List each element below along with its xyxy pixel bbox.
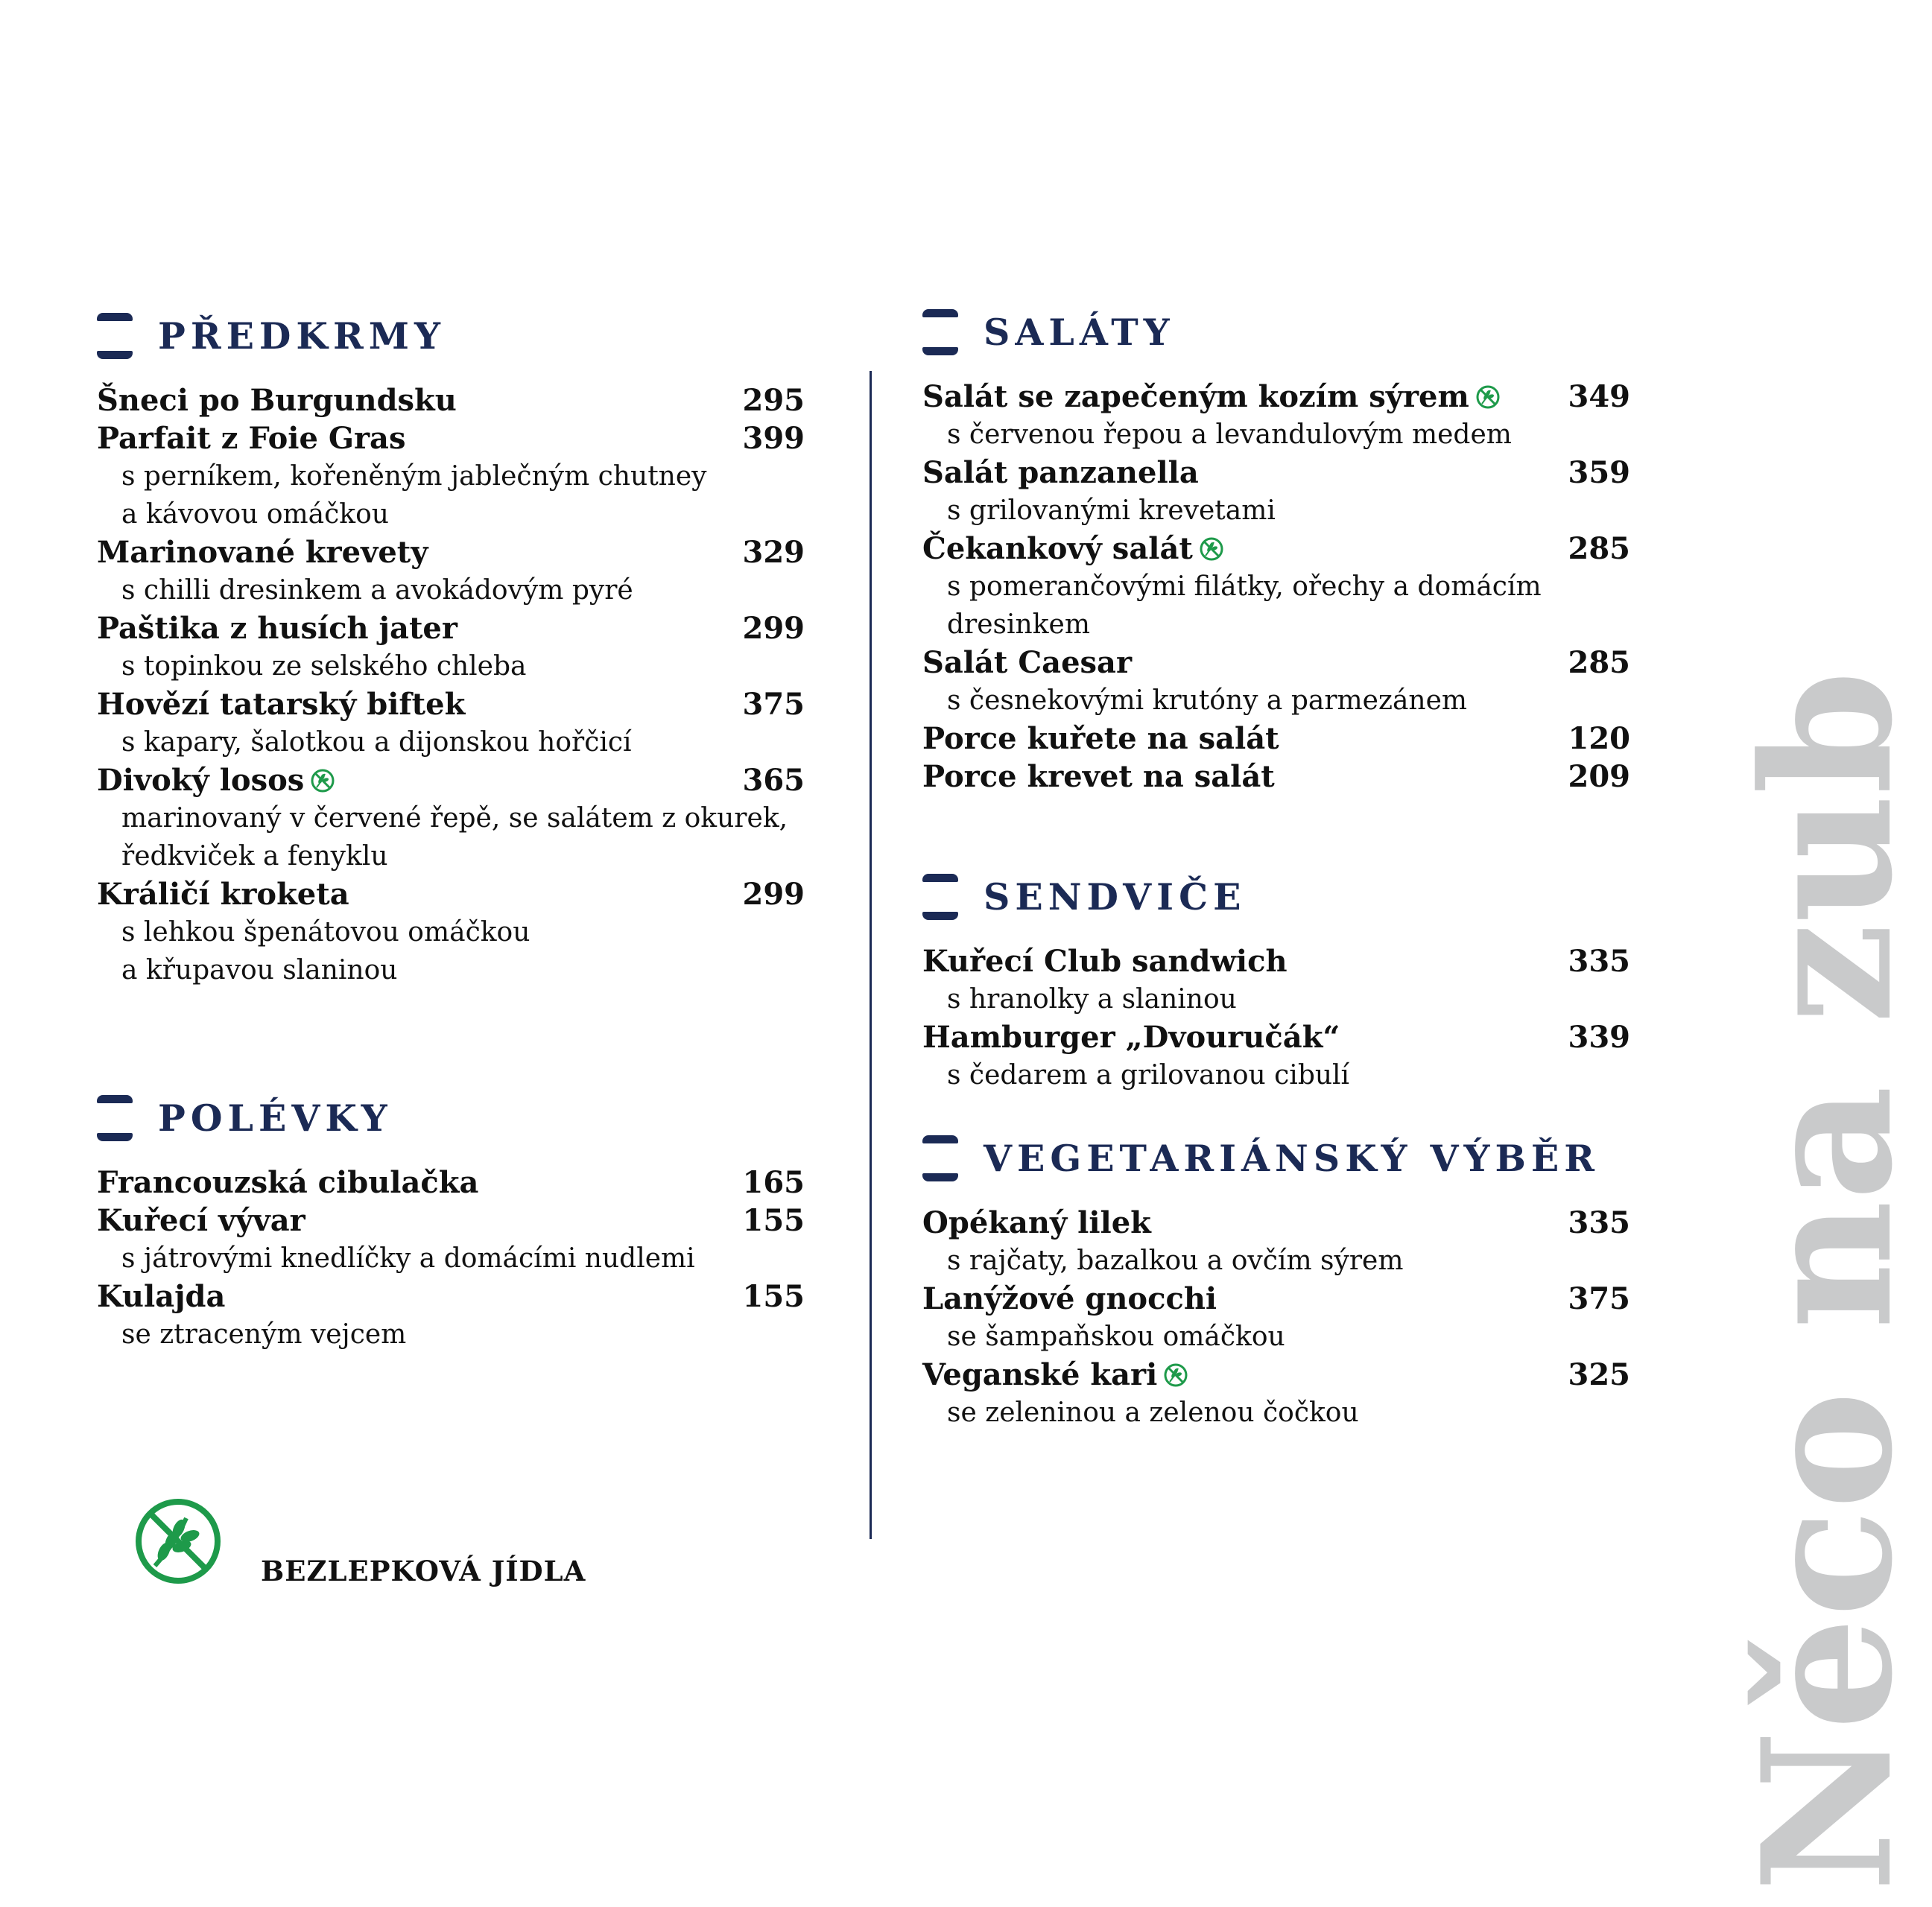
section-title: VEGETARIÁNSKÝ VÝBĚR [984,1137,1600,1180]
column-divider [870,371,872,1539]
menu-item-description: s červenou řepou a levandulovým medem [947,419,1512,450]
section-bracket-icon [922,874,958,920]
menu-item-price: 299 [742,877,805,912]
menu-item-price: 285 [1568,531,1630,566]
menu-section [922,302,1630,796]
gluten-free-icon [310,768,335,793]
menu-item-description: s čedarem a grilovanou cibulí [947,1060,1350,1091]
left-column [97,305,805,1354]
menu-item-description: a kávovou omáčkou [121,499,389,530]
menu-item-description: s rajčaty, bazalkou a ovčím sýrem [947,1246,1404,1276]
menu-item-price: 335 [1568,1205,1630,1240]
section-header [922,302,1630,370]
menu-item-price: 299 [742,611,805,646]
menu-item-price: 349 [1568,379,1630,414]
menu-item-price: 155 [742,1279,805,1314]
menu-item-name: Salát Caesar [922,645,1133,680]
menu-item-price: 329 [742,535,805,570]
gluten-free-icon [1199,536,1224,562]
menu-item-description: s chilli dresinkem a avokádovým pyré [121,575,633,606]
section-header [922,866,1630,935]
menu-section [922,1128,1630,1432]
side-title: Něco na zub [1724,670,1932,1892]
menu-item-name: Lanýžové gnocchi [922,1281,1217,1316]
menu-item-description: s grilovanými krevetami [947,495,1276,526]
menu-item-name-group [922,758,1275,802]
menu-item-name: Kulajda [97,1279,226,1314]
menu-item-name: Čekankový salát [922,531,1193,566]
menu-item [922,644,1630,682]
menu-item-price: 325 [1568,1357,1630,1392]
menu-item-name: Porce krevet na salát [922,759,1275,794]
menu-item [922,378,1630,416]
menu-item-price: 120 [1568,721,1630,756]
menu-item-price: 285 [1568,645,1630,680]
section-header [97,1088,805,1156]
menu-item [97,381,805,419]
menu-item-description: s topinkou ze selského chleba [121,651,527,682]
menu-item-price: 295 [742,383,805,418]
menu-item [922,454,1630,492]
menu-item [97,609,805,647]
menu-item-name: Veganské kari [922,1357,1158,1392]
menu-item-price: 399 [742,421,805,456]
menu-item-name: Kuřecí vývar [97,1203,305,1238]
menu-item-name: Divoký losos [97,763,305,798]
menu-item-name: Paštika z husích jater [97,611,457,646]
menu-item-name: Marinované krevety [97,535,428,570]
menu-item-description: marinovaný v červené řepě, se salátem z okurek, [121,803,788,834]
gluten-free-icon [1475,384,1501,410]
section-header [97,305,805,374]
menu-item-description: s hranolky a slaninou [947,984,1237,1015]
menu-item-description: ředkviček a fenyklu [121,841,388,872]
section-title: SALÁTY [984,311,1175,354]
side-title-area [1628,0,1932,1907]
right-column [922,302,1630,1432]
menu-item-name: Hamburger „Dvouručák“ [922,1020,1340,1055]
menu-item-price: 335 [1568,944,1630,979]
menu-item [97,533,805,571]
menu-section [97,1088,805,1354]
menu-item-description: s perníkem, kořeněným jablečným chutney [121,461,707,492]
menu-item-price: 359 [1568,455,1630,490]
menu-item-price: 365 [742,763,805,798]
menu-item-name: Hovězí tatarský biftek [97,687,466,722]
menu-item-price: 155 [742,1203,805,1238]
menu-item-description: s lehkou špenátovou omáčkou [121,917,530,948]
menu-item-description: se šampaňskou omáčkou [947,1321,1285,1352]
section-title: POLÉVKY [158,1097,393,1140]
section-bracket-icon [922,309,958,355]
menu-item [97,875,805,913]
menu-item-name: Salát panzanella [922,455,1199,490]
menu-item-name: Porce kuřete na salát [922,721,1279,756]
menu-item-name: Králičí kroketa [97,877,349,912]
menu-item-description: s játrovými knedlíčky a domácími nudlemi [121,1243,695,1274]
menu-item [922,1356,1630,1394]
menu-item-description: dresinkem [947,609,1090,640]
menu-item [97,761,805,799]
menu-item [922,1204,1630,1242]
section-bracket-icon [922,1135,958,1181]
section-title: PŘEDKRMY [158,314,446,358]
menu-item-description: a křupavou slaninou [121,955,398,986]
menu-item [922,1280,1630,1318]
menu-section [97,305,805,989]
menu-item-price: 165 [742,1165,805,1200]
menu-item-name: Kuřecí Club sandwich [922,944,1288,979]
menu-item-name: Parfait z Foie Gras [97,421,406,456]
menu-item [97,1278,805,1316]
menu-item-name: Opékaný lilek [922,1205,1151,1240]
menu-item [922,530,1630,568]
section-header [922,1128,1630,1196]
menu-item-name: Salát se zapečeným kozím sýrem [922,379,1469,414]
section-bracket-icon [97,1095,133,1141]
menu-item [97,1164,805,1202]
menu-item-description: s česnekovými krutóny a parmezánem [947,685,1468,716]
menu-item-description: s kapary, šalotkou a dijonskou hořčicí [121,727,632,758]
legend-label: BEZLEPKOVÁ JÍDLA [261,1555,586,1587]
menu-item-description: s pomerančovými filátky, ořechy a domácím [947,571,1542,602]
gluten-free-icon [1163,1362,1188,1388]
section-bracket-icon [97,313,133,359]
menu-item-description: se zeleninou a zelenou čočkou [947,1397,1359,1428]
menu-item [97,685,805,723]
gluten-free-icon [134,1497,222,1585]
menu-item-name: Šneci po Burgundsku [97,383,457,418]
menu-item-price: 375 [1568,1281,1630,1316]
menu-item [922,942,1630,980]
menu-section [922,866,1630,1094]
menu-item-description: se ztraceným vejcem [121,1319,407,1350]
menu-item-price: 375 [742,687,805,722]
menu-item-name: Francouzská cibulačka [97,1165,479,1200]
section-title: SENDVIČE [984,875,1247,918]
menu-item [922,1018,1630,1056]
menu-item-price: 209 [1568,759,1630,794]
menu-item [922,720,1630,758]
menu-item-price: 339 [1568,1020,1630,1055]
